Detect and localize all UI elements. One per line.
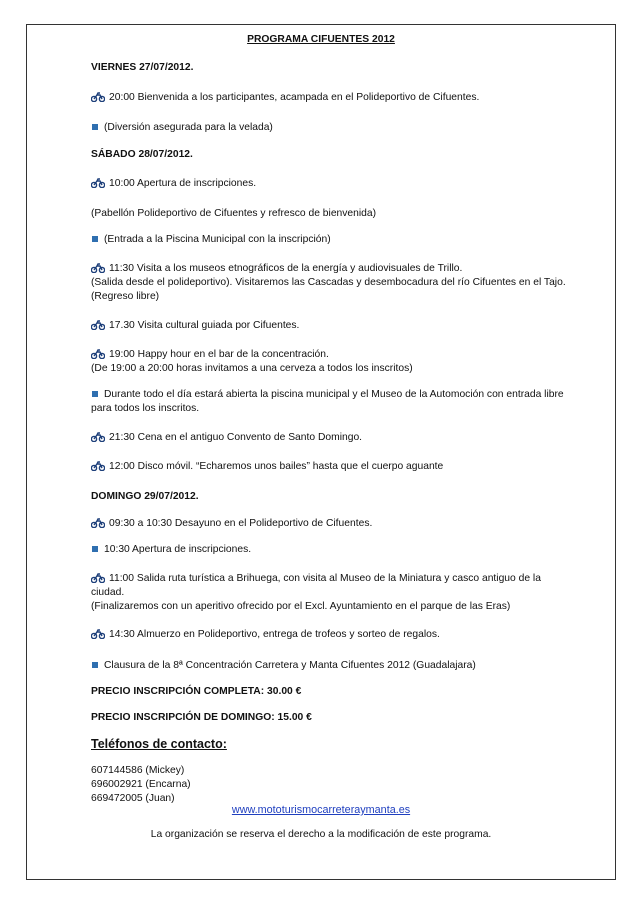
motorcycle-icon — [91, 178, 105, 188]
blue-square-icon — [92, 124, 98, 130]
list-item — [91, 233, 331, 246]
blue-square-icon — [92, 391, 98, 397]
list-item — [91, 431, 362, 444]
price-full: PRECIO INSCRIPCIÓN COMPLETA: 30.00 € — [91, 686, 302, 697]
blue-square-icon — [92, 236, 98, 242]
list-item — [91, 121, 273, 134]
list-item — [91, 460, 443, 473]
motorcycle-icon — [91, 629, 105, 639]
phone-line: 607144586 (Mickey) — [91, 765, 185, 776]
item-text: 11:00 Salida ruta turística a Brihuega, con visita al Museo de la Miniatura y casco antiguo de la — [109, 573, 541, 584]
item-text: 20:00 Bienvenida a los participantes, acampada en el Polideportivo de Cifuentes. — [109, 92, 480, 103]
item-text: 17.30 Visita cultural guiada por Cifuentes. — [109, 320, 300, 331]
phone-line: 696002921 (Encarna) — [91, 779, 191, 790]
item-text: 21:30 Cena en el antiguo Convento de Santo Domingo. — [109, 432, 363, 443]
motorcycle-icon — [91, 573, 105, 583]
blue-square-icon — [92, 662, 98, 668]
item-text: para todos los inscritos. — [91, 403, 200, 414]
item-text: (Salida desde el polideportivo). Visitaremos las Cascadas y desembocadura del río Cifuentes en el Tajo. — [91, 277, 566, 288]
list-item — [91, 91, 479, 104]
contacts-title: Teléfonos de contacto: — [91, 737, 227, 751]
item-text: 11:30 Visita a los museos etnográficos de la energía y audiovisuales de Trillo. — [109, 263, 463, 274]
motorcycle-icon — [91, 92, 105, 102]
item-text: Durante todo el día estará abierta la piscina municipal y el Museo de la Automoción con entrada libre — [104, 389, 564, 400]
motorcycle-icon — [91, 432, 105, 442]
item-text: 10:30 Apertura de inscripciones. — [104, 544, 252, 555]
item-text: 10:00 Apertura de inscripciones. — [109, 178, 257, 189]
list-item — [91, 177, 256, 190]
list-item — [91, 572, 541, 585]
item-text: 09:30 a 10:30 Desayuno en el Polideportivo de Cifuentes. — [109, 518, 373, 529]
list-item — [91, 262, 462, 275]
day-heading-friday: VIERNES 27/07/2012. — [91, 62, 194, 73]
list-item — [91, 319, 299, 332]
list-item — [91, 348, 329, 361]
list-item — [91, 388, 564, 401]
list-item — [91, 543, 251, 556]
motorcycle-icon — [91, 461, 105, 471]
motorcycle-icon — [91, 518, 105, 528]
item-text: 14:30 Almuerzo en Polideportivo, entrega de trofeos y sorteo de regalos. — [109, 629, 440, 640]
item-text: Clausura de la 8ª Concentración Carretera y Manta Cifuentes 2012 (Guadalajara) — [104, 660, 476, 671]
list-item — [91, 517, 372, 530]
website-link[interactable]: www.mototurismocarreterаymanta.es — [231, 804, 411, 816]
list-item — [91, 659, 476, 672]
item-text: (Pabellón Polideportivo de Cifuentes y refresco de bienvenida) — [91, 208, 377, 219]
motorcycle-icon — [91, 263, 105, 273]
list-item — [91, 628, 440, 641]
day-heading-saturday: SÁBADO 28/07/2012. — [91, 149, 193, 160]
item-text: (Finalizaremos con un aperitivo ofrecido por el Excl. Ayuntamiento en el parque de las Eras) — [91, 601, 511, 612]
price-sunday: PRECIO INSCRIPCIÓN DE DOMINGO: 15.00 € — [91, 712, 312, 723]
motorcycle-icon — [91, 320, 105, 330]
item-text: (Entrada a la Piscina Municipal con la inscripción) — [104, 234, 331, 245]
motorcycle-icon — [91, 349, 105, 359]
item-text: ciudad. — [91, 587, 125, 598]
item-text: (De 19:00 a 20:00 horas invitamos a una cerveza a todos los inscritos) — [91, 363, 413, 374]
item-text: 19:00 Happy hour en el bar de la concentración. — [109, 349, 329, 360]
item-text: (Regreso libre) — [91, 291, 160, 302]
item-text: (Diversión asegurada para la velada) — [104, 122, 273, 133]
footer-note: La organización se reserva el derecho a la modificación de este programa. — [150, 829, 492, 840]
page-title: PROGRAMA CIFUENTES 2012 — [247, 34, 395, 45]
item-text: 12:00 Disco móvil. “Echaremos unos bailes” hasta que el cuerpo aguante — [109, 461, 444, 472]
phone-line: 669472005 (Juan) — [91, 793, 175, 804]
day-heading-sunday: DOMINGO 29/07/2012. — [91, 491, 199, 502]
blue-square-icon — [92, 546, 98, 552]
